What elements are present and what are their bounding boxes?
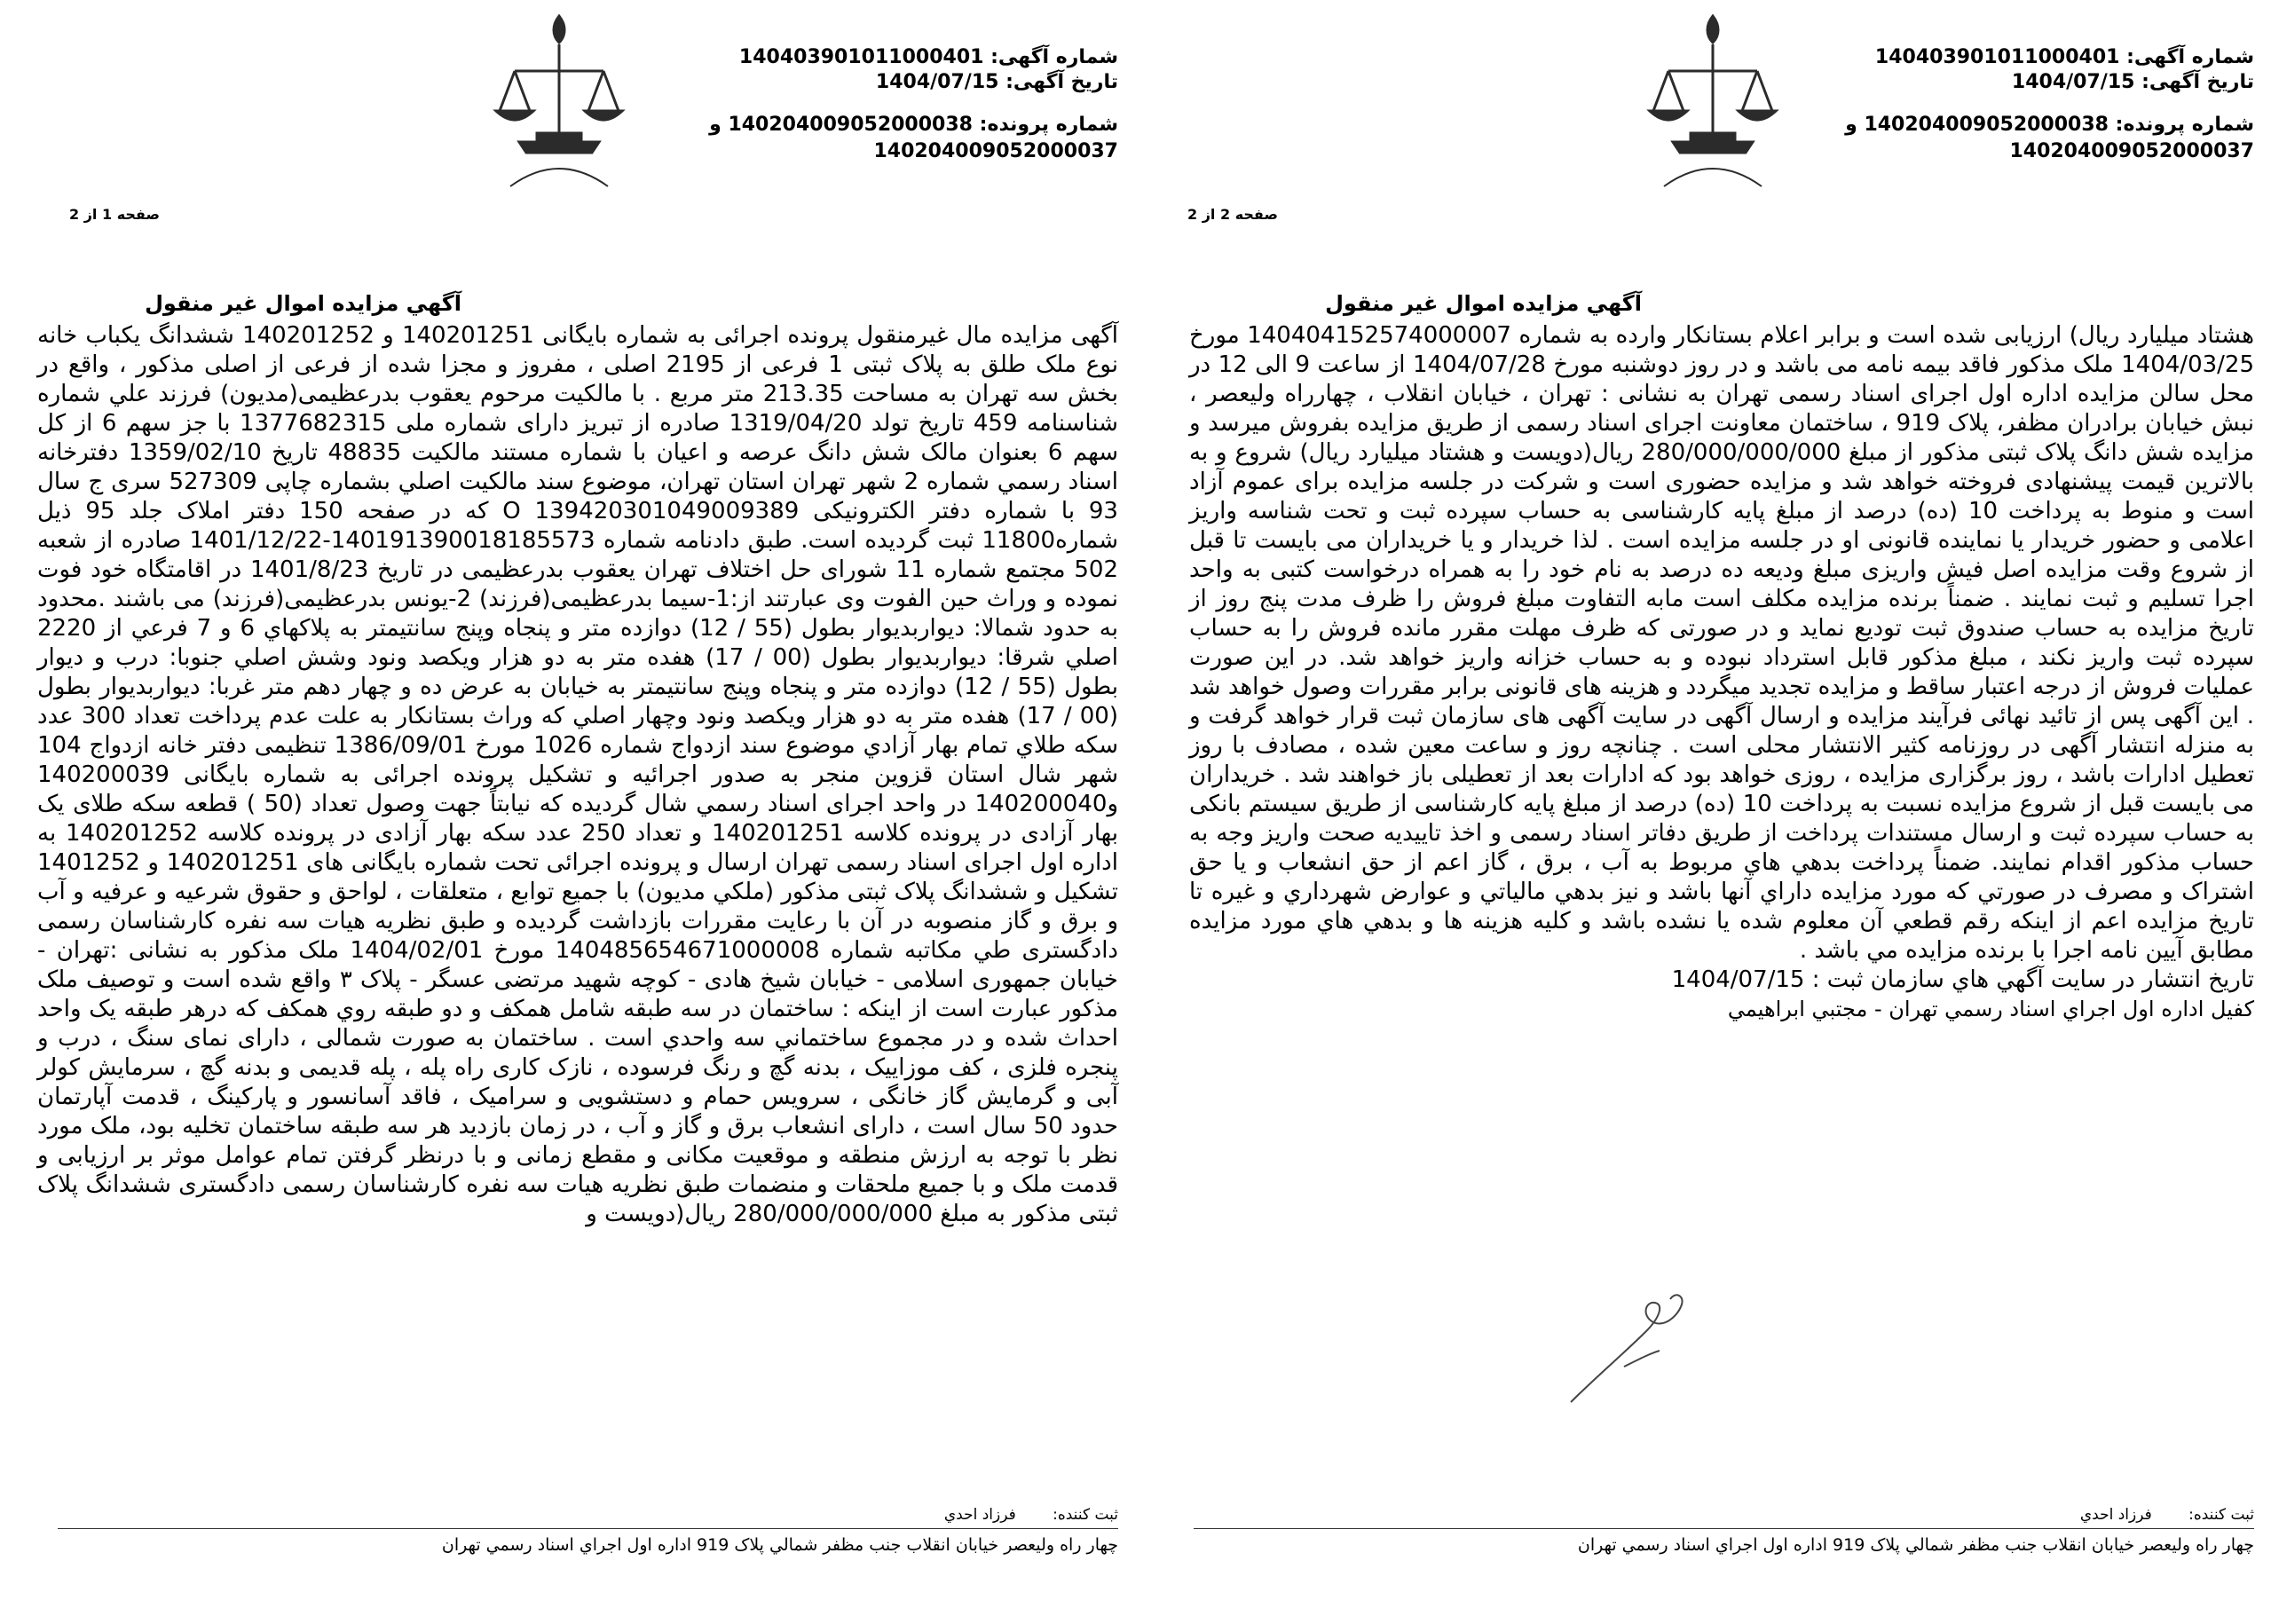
ad-date: تاریخ آگهی: 1404/07/15 [875,71,1118,93]
guarantor-line: كفيل اداره اول اجراي اسناد رسمي تهران - مجتبي ابراهيمي [1727,997,2254,1021]
ad-number: شماره آگهی: 140403901011000401 [738,46,1118,68]
notice-body: هشتاد میلیارد ریال) ارزیابی شده است و برابر اعلام بستانکار وارده به شماره 140404152574000007 مورخ 1404/03/25 ملک مذکور فاقد بیمه نامه می باشد و در روز دوشنبه مورخ 1404/07/28 از ساعت 9 الی 12 در محل سالن مزایده اداره اول اجرای اسناد رسمی تهران به نشانی : تهران ، خيابان انقلاب ، چهارراه وليعصر ، نبش خيابان برادران مظفر، پلاک 919 ، ساختمان معاونت اجرای اسناد رسمی از طریق مزایده بفروش میرسد و مزایده شش دانگ پلاک ثبتی مذکور از مبلغ 280/000/000/000 ریال(دویست و هشتاد میلیارد ریال) شروع و به بالاترین قیمت پیشنهادی فروخته خواهد شد و مزایده حضوری است و شرکت در جلسه مزایده برای عموم آزاد است و منوط به پرداخت 10 (ده) درصد از مبلغ پایه کارشناسی به حساب سپرده ثبت و تحت شناسه واریز اعلامی و حضور خریدار یا نماینده قانونی او در جلسه مزایده است . لذا خریدار و یا خریداران می بایست تا قبل از شروع وقت مزایده اصل فیش واریزی مبلغ ودیعه ده درصد به نام خود را به همراه درخواست کتبی به واحد اجرا تسلیم و ثبت نمایند . ضمناً برنده مزایده مکلف است مابه التفاوت مبلغ فروش را ظرف مدت پنج روز از تاریخ مزایده به حساب صندوق ثبت تودیع نماید و در صورتی که ظرف مهلت مقرر مانده فروش را به حساب سپرده ثبت واریز نکند ، مبلغ مذکور قابل استرداد نبوده و به حساب خزانه واریز خواهد شد. در این صورت عملیات فروش از درجه اعتبار ساقط و مزایده تجدید میگردد و هزینه های قانونی برابر مقررات وصول خواهد شد . این آگهی پس از تائید نهائی فرآیند مزایده و ارسال آگهی در سایت آگهی های سازمان ثبت قرار خواهد گرفت و به منزله انتشار آگهی در روزنامه کثیر الانتشار محلی است . چنانچه روز و ساعت معین شده ، مصادف با روز تعطیل ادارات باشد ، روز برگزاری مزایده ، روزی خواهد بود که ادارات بعد از تعطیلی باز خواهند شد . خریداران می بایست قبل از شروع مزایده نسبت به پرداخت 10 (ده) درصد از مبلغ پایه کارشناسی از طریق سیستم بانکی به حساب سپرده ثبت و ارسال مستندات پرداخت از طریق دفاتر اسناد رسمی و اخذ تاییدیه صحت واریز وجه به حساب مذکور اقدام نمایند. ضمناً پرداخت بدهي هاي مربوط به آب ، برق ، گاز اعم از حق انشعاب و يا حق اشتراک و مصرف در صورتي که مورد مزايده داراي آنها باشد و نيز بدهي مالياتي و عوارض شهرداري و غيره تا تاريخ مزايده اعم از اينکه رقم قطعي آن معلوم شده يا نشده باشد و کليه هزينه ها و بدهي هاي مورد مزايده مطابق آيين نامه اجرا با برنده مزايده مي باشد . تاريخ انتشار در سايت آگهي هاي سازمان ثبت : 1404/07/15 كفيل اداره اول اجراي اسناد رسمي تهران - مجتبي ابراهيمي [1189,321,2254,1024]
office-address: چهار راه وليعصر خيابان انقلاب جنب مظفر شمالي پلاک 919 اداره اول اجراي اسناد رسمي تهران [1577,1535,2254,1555]
file-number: شماره پرونده: 140204009052000038 و [1845,114,2254,136]
registrar: ثبت كننده: فرزاد احدي [943,1506,1118,1524]
page-number: صفحه 1 از 2 [69,206,160,223]
signature-icon [1562,1269,1722,1411]
judiciary-emblem-icon [484,9,635,200]
file-number-2: 140204009052000037 [2009,140,2254,162]
registrar: ثبت كننده: فرزاد احدي [2079,1506,2254,1524]
office-address: چهار راه وليعصر خيابان انقلاب جنب مظفر شمالي پلاک 919 اداره اول اجراي اسناد رسمي تهران [441,1535,1118,1555]
ad-date: تاریخ آگهی: 1404/07/15 [2011,71,2254,93]
notice-title: آگهي مزايده اموال غير منقول [145,291,461,316]
notice-title: آگهي مزايده اموال غير منقول [1325,291,1642,316]
file-number: شماره پرونده: 140204009052000038 و [709,114,1118,136]
notice-body: آگهی مزایده مال غیرمنقول پرونده اجرائی به شماره بایگانی 140201251 و 140201252 ششدانگ یکباب خانه نوع ملک طلق به پلاک ثبتی 1 فرعی از 2195 اصلی ، مفروز و مجزا شده از فرعی از اصلی مذکور ، واقع در بخش سه تهران به مساحت 213.35 متر مربع . با مالکیت مرحوم یعقوب بدرعظیمی(مدیون) فرزند علي شماره شناسنامه 459 تاریخ تولد 1319/04/20 صادره از تبریز دارای شماره ملی 1377682315 با جز سهم 6 از کل سهم 6 بعنوان مالک شش دانگ عرصه و اعیان با شماره مستند مالکیت 48835 تاریخ 1359/02/10 دفترخانه اسناد رسمي شماره 2 شهر تهران استان تهران، موضوع سند مالكيت اصلي بشماره چاپی 527309 سری ج سال 93 با شماره دفتر الکترونیکی O 139420301049009389 که در صفحه 150 دفتر املاک جلد 95 ذیل شماره11800 ثبت گردیده است. طبق دادنامه شماره 140191390018185573-1401/12/22 صادره از شعبه 502 مجتمع شماره 11 شورای حل اختلاف تهران یعقوب بدرعظیمی در تاریخ 1401/8/23 در اقامتگاه خود فوت نموده و وراث حین الفوت وی عبارتند از:1-سیما بدرعظیمی(فرزند) 2-یونس بدرعظیمی(فرزند) می باشند .محدود به حدود شمالا: ديواربديوار بطول (55 / 12) دوازده متر و پنجاه وپنج سانتيمتر به پلاکهاي 6 و 7 فرعي از 2220 اصلي شرقا: ديواربديوار بطول (00 / 17) هفده متر به دو هزار ويكصد ونود وشش اصلي جنوبا: درب و ديوار بطول (55 / 12) دوازده متر و پنجاه وپنج سانتيمتر به خيابان به عرض ده و چهار دهم متر غربا: ديواربديوار بطول (00 / 17) هفده متر به دو هزار ويكصد ونود وچهار اصلي كه وراث بستانکار به علت عدم پرداخت تعداد 300 عدد سکه طلاي تمام بهار آزادي موضوع سند ازدواج شماره 1026 مورخ 1386/09/01 تنظیمی دفتر خانه ازدواج 104 شهر شال استان قزوین منجر به صدور اجرائیه و تشکیل پرونده اجرائی به شماره بایگانی 140200039 و140200040 در واحد اجرای اسناد رسمي شال گردیده که نیابتاً جهت وصول تعداد (50 ) قطعه سکه طلای یک بهار آزادی در پرونده کلاسه 140201251 و تعداد 250 عدد سکه بهار آزادی در پرونده کلاسه 140201252 به اداره اول اجرای اسناد رسمی تهران ارسال و پرونده اجرائی تحت شماره بایگانی های 140201251 و 1401252 تشکیل و ششدانگ پلاک ثبتی مذکور (ملکي مديون) با جمیع توابع ، متعلقات ، لواحق و حقوق شرعیه و عرفیه و آب و برق و گاز منصوبه در آن با رعایت مقررات بازداشت گردیده و طبق نظریه هیات سه نفره کارشناسان رسمی دادگستری طي مكاتبه شماره 140485654671000008 مورخ 1404/02/01 ملک مذکور به نشانی :تهران - خیابان جمهوری اسلامی - خيابان شيخ هادی - کوچه شهيد مرتضی عسگر - پلاک ۳ واقع شده است و توصیف ملک مذکور عبارت است از اینکه : ساختمان در سه طبقه شامل همکف و دو طبقه روي همكف که درهر طبقه یک واحد احداث شده و در مجموع ساختماني سه واحدي است . ساختمان به صورت شمالی ، دارای نمای سنگ ، درب و پنجره فلزی ، کف موزاییک ، بدنه گچ و رنگ فرسوده ، نازک کاری راه پله ، پله قدیمی و بدنه گچ ، سرمایش کولر آبی و گرمایش گاز خانگی ، سرویس حمام و دستشویی و سرامیک ، فاقد آسانسور و پارکینگ ، قدمت آپارتمان حدود 50 سال است ، دارای انشعاب برق و گاز و آب ، در زمان بازدید هر سه طبقه ساختمان تخلیه بود، ملک مورد نظر با توجه به ارزش منطقه و موقعیت مکانی و مقطع زمانی و با درنظر گرفتن تمام عوامل موثر بر ارزیابی و قدمت ملک و با جميع ملحقات و منضمات طبق نظريه هیات سه نفره کارشناسان رسمی دادگستری ششدانگ پلاک ثبتی مذکور به مبلغ 280/000/000/000 ریال(دویست و [37,322,1119,1227]
notice-page-1 [18,0,1118,1624]
page-number: صفحه 2 از 2 [1187,206,1278,223]
judiciary-emblem-icon [1637,9,1788,200]
ad-number: شماره آگهی: 140403901011000401 [1874,46,2254,68]
footer-divider [1194,1528,2254,1529]
publish-date-line: تاريخ انتشار در سايت آگهي هاي سازمان ثبت : 1404/07/15 [1671,966,2254,993]
notice-page-2 [1154,0,2254,1624]
file-number-2: 140204009052000037 [873,140,1118,162]
footer-divider [58,1528,1118,1529]
